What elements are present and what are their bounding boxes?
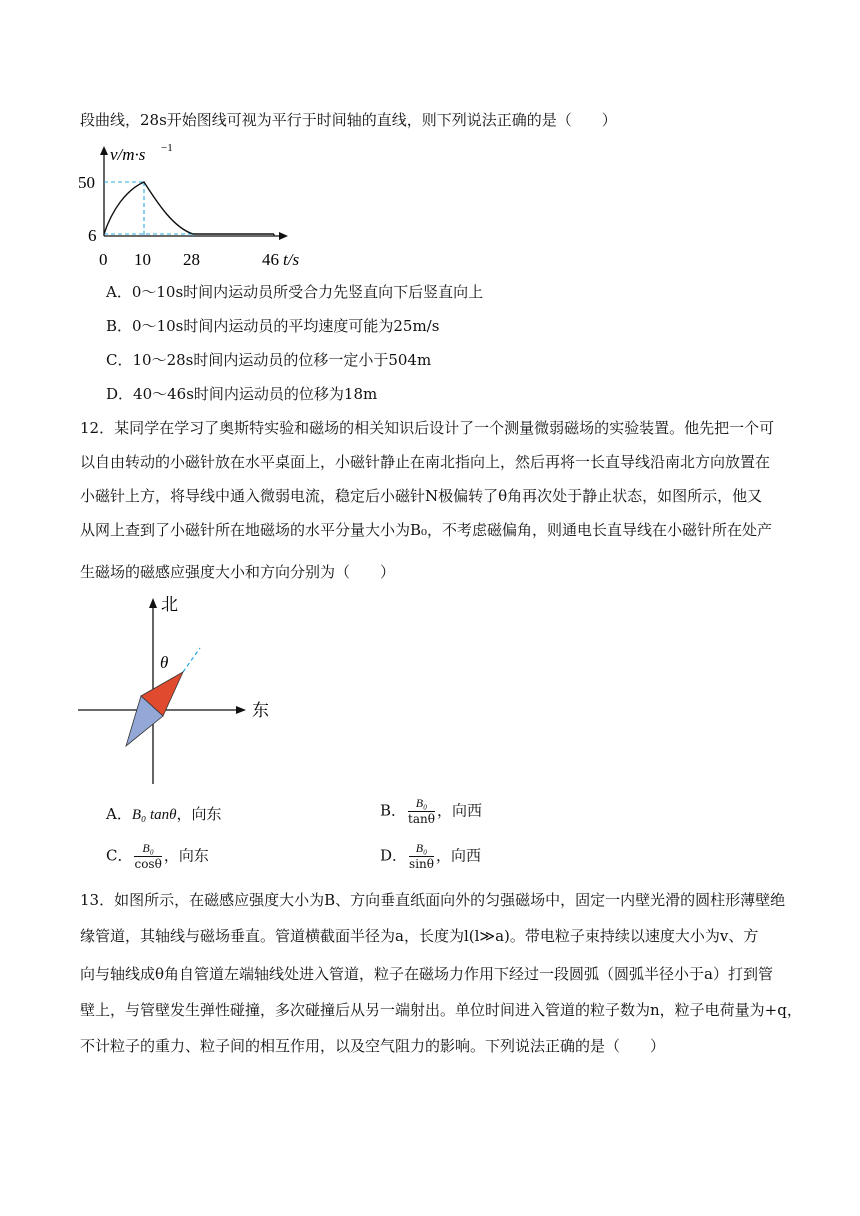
graph-ylabel-sup: −1: [161, 142, 173, 154]
fraction: $\frac{\text{B₀}}{\sin\theta}$: [409, 841, 434, 871]
q12-line-3: 小磁针上方，将导线中通入微弱电流，稳定后小磁针N极偏转了θ角再次处于静止状态，如图所示，他又: [80, 487, 763, 505]
q13-line-1: 13．如图所示，在磁感应强度大小为B、方向垂直纸面向外的匀强磁场中，固定一内壁光滑的圆柱形薄壁绝: [80, 891, 786, 909]
graph-xtick-0: 0: [99, 250, 108, 269]
fraction: $\frac{\text{B₀}}{\cos\theta}$: [134, 841, 162, 871]
graph-xtick-10: 10: [134, 250, 151, 269]
q12-line-1: 12．某同学在学习了奥斯特实验和磁场的相关知识后设计了一个测量微弱磁场的实验装置。他先把一个可: [80, 419, 775, 437]
north-label: 北: [161, 595, 178, 614]
q12-option-c[interactable]: C． $\frac{\text{B₀}}{\cos\theta}$ ，向东: [106, 841, 209, 871]
q11-option-a[interactable]: A．0～10s时间内运动员所受合力先竖直向下后竖直向上: [106, 283, 484, 301]
graph-ytick-6: 6: [88, 226, 97, 245]
graph-xtick-46: 46: [262, 250, 279, 269]
graph-xlabel: t/s: [283, 250, 300, 269]
q12-line-4: 从网上查到了小磁针所在地磁场的水平分量大小为B₀，不考虑磁偏角，则通电长直导线在小磁针所在处产: [80, 521, 773, 539]
graph-ytick-50: 50: [78, 173, 95, 192]
east-label: 东: [252, 701, 269, 720]
q13-line-4: 壁上，与管壁发生弹性碰撞，多次碰撞后从另一端射出。单位时间进入管道的粒子数为n，粒子电荷量为+q，: [80, 1001, 802, 1019]
q11-intro: 段曲线，28s开始图线可视为平行于时间轴的直线，则下列说法正确的是（ ）: [80, 111, 617, 129]
q12-option-a[interactable]: A．B₀ tanθ，向东: [106, 805, 222, 823]
q12-option-b[interactable]: B． $\frac{\text{B₀}}{\tan\theta}$ ，向西: [380, 796, 482, 826]
q13-line-3: 向与轴线成θ角自管道左端轴线处进入管道，粒子在磁场力作用下经过一段圆弧（圆弧半径小于a）打到管: [80, 965, 773, 983]
angle-label: θ: [160, 653, 169, 672]
vt-graph: [78, 140, 308, 275]
graph-ylabel: v/m·s: [110, 145, 146, 164]
q11-option-b[interactable]: B．0～10s时间内运动员的平均速度可能为25m/s: [106, 317, 440, 335]
q13-line-2: 缘管道，其轴线与磁场垂直。管道横截面半径为a，长度为l(l≫a)。带电粒子束持续以速度大小为v、方: [80, 927, 759, 945]
compass-figure: [76, 590, 276, 790]
q12-line-2: 以自由转动的小磁针放在水平桌面上，小磁针静止在南北指向上，然后再将一长直导线沿南北方向放置在: [80, 453, 771, 471]
q12-line-5: 生磁场的磁感应强度大小和方向分别为（ ）: [80, 563, 396, 581]
q11-option-d[interactable]: D．40～46s时间内运动员的位移为18m: [106, 385, 378, 403]
q11-option-c[interactable]: C．10～28s时间内运动员的位移一定小于504m: [106, 351, 432, 369]
q13-line-5: 不计粒子的重力、粒子间的相互作用，以及空气阻力的影响。下列说法正确的是（ ）: [80, 1037, 666, 1055]
fraction: $\frac{\text{B₀}}{\tan\theta}$: [408, 796, 435, 826]
q12-option-d[interactable]: D． $\frac{\text{B₀}}{\sin\theta}$ ，向西: [380, 841, 481, 871]
graph-xtick-28: 28: [183, 250, 200, 269]
